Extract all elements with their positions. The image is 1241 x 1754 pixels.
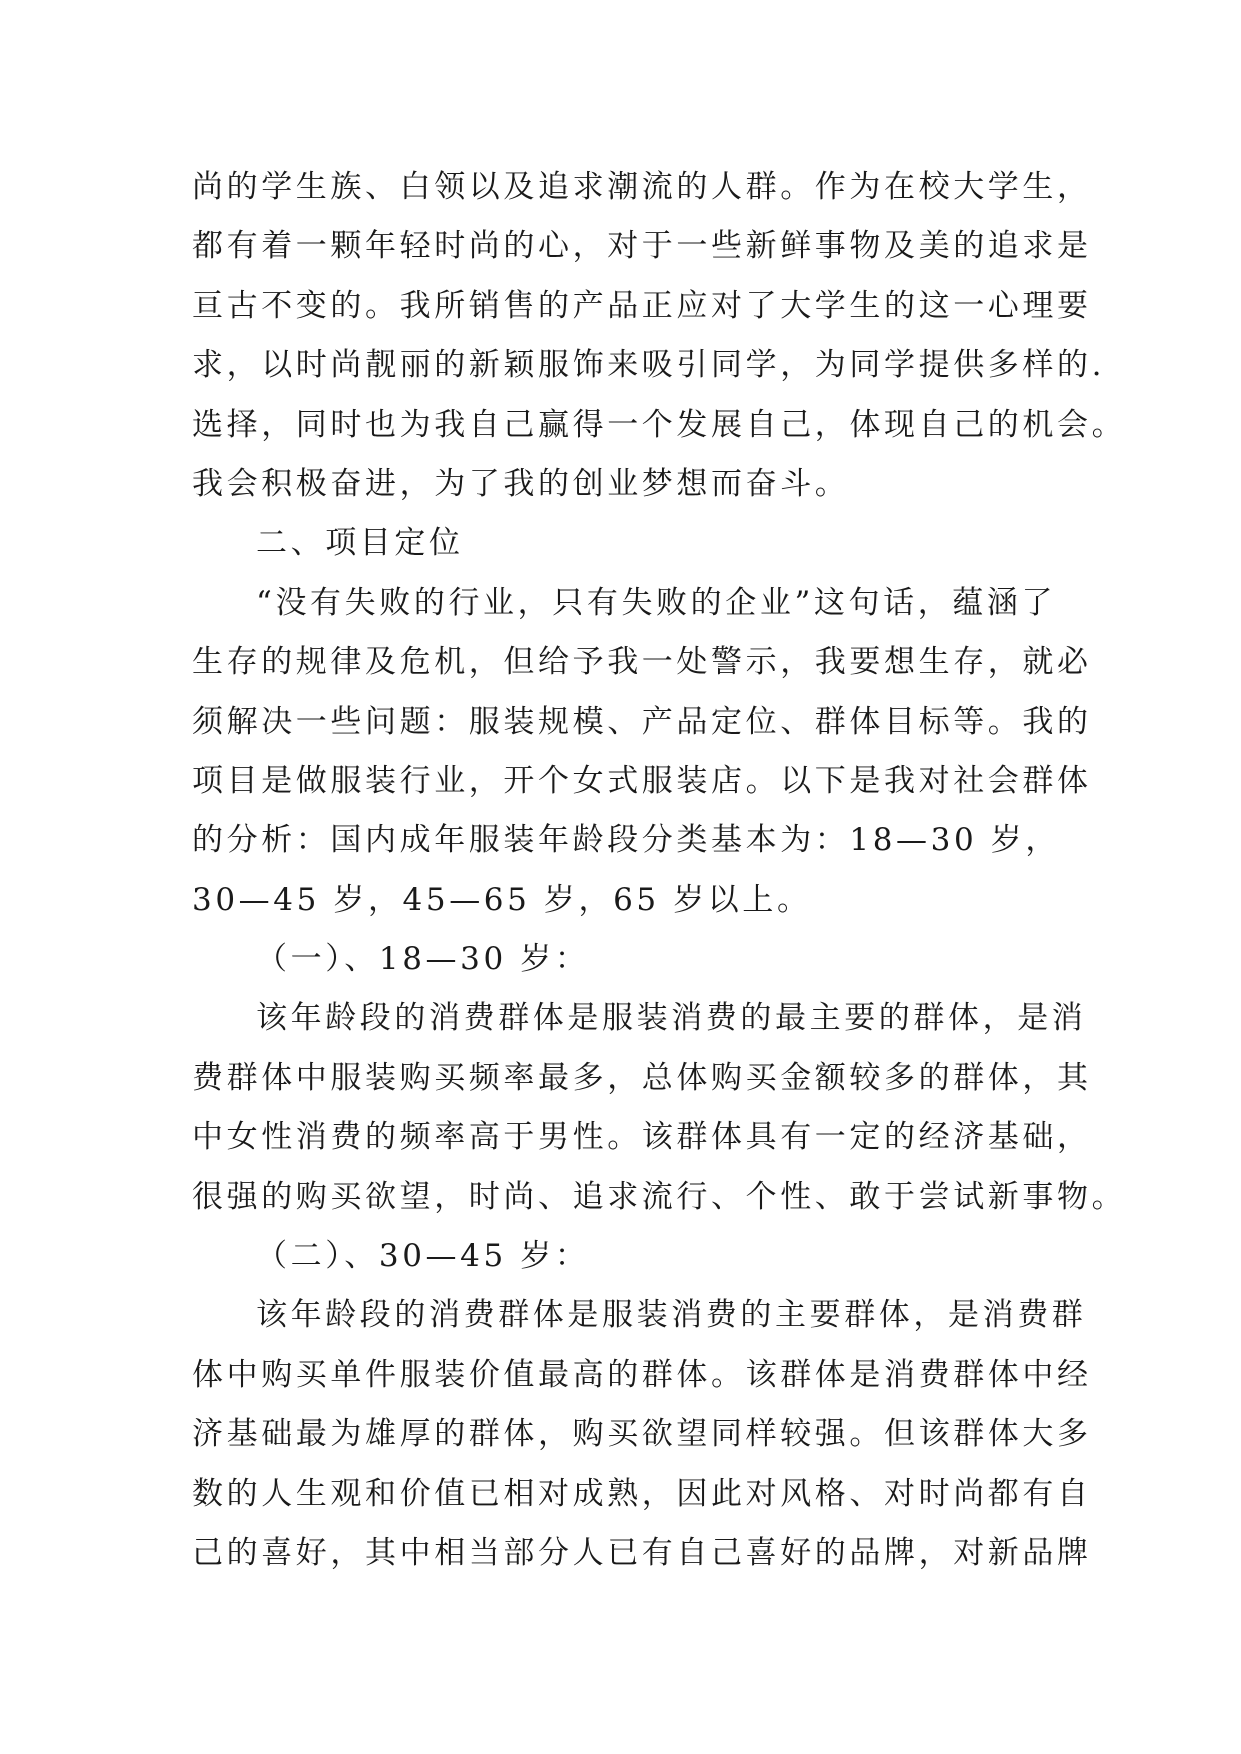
text-line: 中女性消费的频率高于男性。该群体具有一定的经济基础， [192, 1119, 1092, 1156]
text-line: 30—45 岁，45—65 岁，65 岁以上。 [192, 881, 812, 918]
text-line: 项目是做服装行业，开个女式服装店。以下是我对社会群体 [192, 762, 1092, 799]
section-heading: 二、项目定位 [256, 525, 464, 562]
text-line: 亘古不变的。我所销售的产品正应对了大学生的这一心理要 [192, 287, 1092, 324]
text-line: 该年龄段的消费群体是服装消费的主要群体，是消费群 [256, 1297, 1087, 1334]
document-body [192, 158, 1127, 1583]
text-line: 体中购买单件服装价值最高的群体。该群体是消费群体中经 [192, 1356, 1092, 1393]
text-line: 须解决一些问题：服装规模、产品定位、群体目标等。我的 [192, 703, 1092, 740]
subsection-heading: （一）、18—30 岁： [256, 941, 590, 978]
text-line: 生存的规律及危机，但给予我一处警示，我要想生存，就必 [192, 644, 1092, 681]
text-line: “没有失败的行业，只有失败的企业”这句话，蕴涵了 [256, 584, 1057, 621]
text-line: 的分析：国内成年服装年龄段分类基本为：18—30 岁， [192, 822, 1060, 859]
text-line: 尚的学生族、白领以及追求潮流的人群。作为在校大学生， [192, 169, 1092, 205]
text-line: 选择，同时也为我自己赢得一个发展自己，体现自己的机会。 [192, 406, 1127, 443]
text-line: 己的喜好，其中相当部分人已有自己喜好的品牌，对新品牌 [192, 1534, 1092, 1571]
text-line: 数的人生观和价值已相对成熟，因此对风格、对时尚都有自 [192, 1475, 1092, 1512]
text-line: 该年龄段的消费群体是服装消费的最主要的群体，是消 [256, 1000, 1087, 1037]
text-line: 很强的购买欲望，时尚、追求流行、个性、敢于尝试新事物。 [192, 1178, 1127, 1215]
subsection-heading: （二）、30—45 岁： [256, 1238, 590, 1275]
text-line: 费群体中服装购买频率最多，总体购买金额较多的群体，其 [192, 1059, 1092, 1096]
text-line: 都有着一颗年轻时尚的心，对于一些新鲜事物及美的追求是 [192, 228, 1092, 265]
text-line: 我会积极奋进，为了我的创业梦想而奋斗。 [192, 465, 850, 502]
text-line: 求，以时尚靓丽的新颖服饰来吸引同学，为同学提供多样的. [192, 347, 1106, 384]
text-line: 济基础最为雄厚的群体，购买欲望同样较强。但该群体大多 [192, 1416, 1092, 1453]
